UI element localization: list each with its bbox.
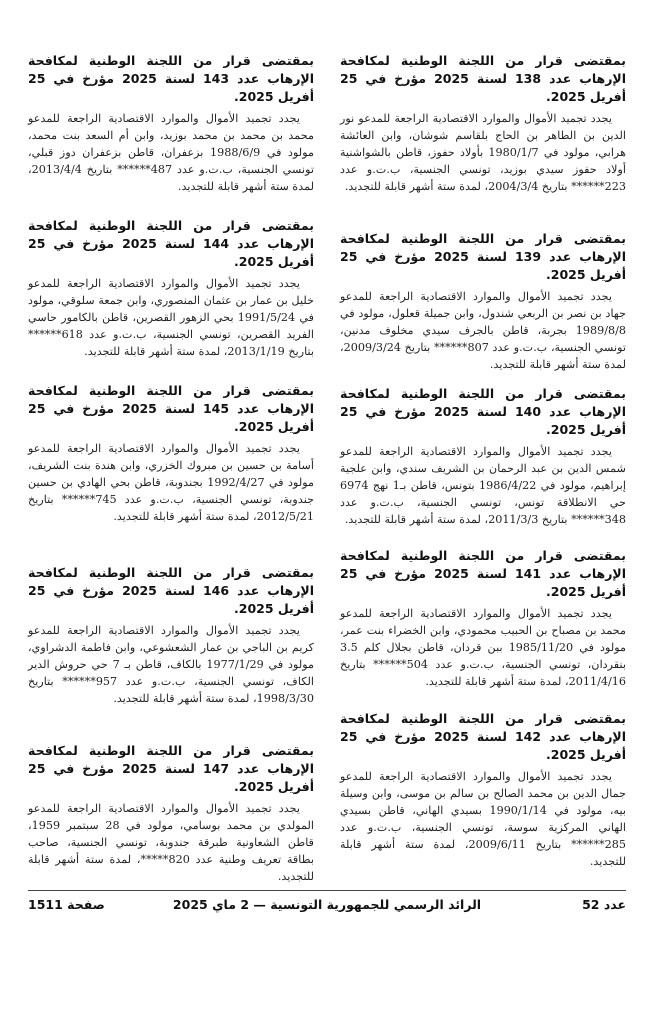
page-footer	[28, 897, 626, 919]
decision-body: يجدد تجميد الأموال والموارد الاقتصادية الراجعة للمدعو أسامة بن حسين بن مبروك الخزري، وابن هندة بنت الشريف، مولود في 1992/4/27 بجندوبة، قاطن بحي الهادي بن حسين جندوبة، تونسي الجنسية، ب.ت.و عدد 745****** بتاريخ 2012/5/21، لمدة ستة أشهر قابلة للتجديد.	[28, 442, 314, 523]
decision-body: يجدد تجميد الأموال والموارد الاقتصادية الراجعة للمدعو نور الدين بن الطاهر بن الحاج بلقاسم شوشان، وابن العائشة هرابي، مولود في 1980/1/7 بأولاد حفوز، قاطن بالشواشنية أولاد حفوز سيدي بوزيد، تونسي الجنسية، ب.ت.و عدد 223****** بتاريخ 2004/3/4، لمدة ستة أشهر قابلة للتجديد.	[340, 112, 627, 193]
decision-entry	[340, 52, 626, 195]
decision-body: يجدد تجميد الأموال والموارد الاقتصادية الراجعة للمدعو محمد بن محمد بن محمد بوزيد، وابن أم السعد بنت محمد، مولود في 1988/6/9 بزعفران، قاطن بزعفران دوز قبلي، تونسي الجنسية، ب.ت.و عدد 487****** بتاريخ 2013/4/4، لمدة ستة أشهر قابلة للتجديد.	[28, 112, 314, 193]
decision-heading: بمقتضى قرار من اللجنة الوطنية لمكافحة الإرهاب عدد 147 لسنة 2025 مؤرخ في 25 أفريل 2025.	[28, 743, 314, 794]
decision-body: يجدد تجميد الأموال والموارد الاقتصادية الراجعة للمدعو شمس الدين بن عبد الرحمان بن الشريف سندي، وابن علجية إبراهيم، مولود في 1986/4/22 بتونس، قاطن بـ1 نهج 6974 حي الانطلاقة تونس، تونسي الجنسية، ب.ت.و عدد 348****** بتاريخ 2011/3/3، لمدة ستة أشهر قابلة للتجديد.	[340, 445, 627, 526]
decision-heading: بمقتضى قرار من اللجنة الوطنية لمكافحة الإرهاب عدد 144 لسنة 2025 مؤرخ في 25 أفريل 2025.	[28, 218, 314, 269]
decision-entry	[340, 230, 626, 373]
decision-heading: بمقتضى قرار من اللجنة الوطنية لمكافحة الإرهاب عدد 145 لسنة 2025 مؤرخ في 25 أفريل 2025.	[28, 383, 314, 434]
decision-heading: بمقتضى قرار من اللجنة الوطنية لمكافحة الإرهاب عدد 138 لسنة 2025 مؤرخ في 25 أفريل 2025.	[340, 53, 626, 104]
decision-entry	[340, 710, 626, 870]
decision-body: يجدد تجميد الأموال والموارد الاقتصادية الراجعة للمدعو جمال الدين بن محمد الصالح بن سالم بن موسى، وابن وسيلة بيه، مولود في 1990/1/14 بسيدي الهاني، قاطن بسيدي الهاني المركزية سوسة، تونسي الجنسية، ب.ت.و عدد 285****** بتاريخ 2009/6/11، لمدة ستة أشهر قابلة للتجديد.	[340, 770, 627, 868]
decision-body: يجدد تجميد الأموال والموارد الاقتصادية الراجعة للمدعو خليل بن عمار بن عثمان المنصوري، وابن جمعة سلوقي، مولود في 1991/5/24 بحي الزهور القصرين، قاطن بالكامور حاسي الفريد القصرين، تونسي الجنسية، ب.ت.و عدد 618****** بتاريخ 2013/1/19، لمدة ستة أشهر قابلة للتجديد.	[28, 277, 315, 358]
decision-body: يجدد تجميد الأموال والموارد الاقتصادية الراجعة للمدعو محمد بن مصباح بن الحبيب محمودي، وابن الخضراء بنت عمر، مولود في 1985/11/20 ببن قردان، قاطن بجلال كلم 3.5 بنقردان، تونسي الجنسية، ب.ت.و عدد 504****** بتاريخ 2011/4/16، لمدة ستة أشهر قابلة للتجديد.	[340, 607, 627, 688]
decision-heading: بمقتضى قرار من اللجنة الوطنية لمكافحة الإرهاب عدد 143 لسنة 2025 مؤرخ في 25 أفريل 2025.	[28, 53, 314, 104]
issue-number: عدد 52	[582, 897, 626, 912]
decision-heading: بمقتضى قرار من اللجنة الوطنية لمكافحة الإرهاب عدد 146 لسنة 2025 مؤرخ في 25 أفريل 2025.	[28, 565, 314, 616]
decision-entry	[28, 52, 314, 195]
decision-body: يجدد تجميد الأموال والموارد الاقتصادية الراجعة للمدعو المولدي بن محمد بوسامي، مولود في 28 سبتمبر 1959، قاطن الشعاونية طبرقة جندوبة، تونسي الجنسية، صاحب بطاقة تعريف وطنية عدد 820*****، لمدة ستة أشهر قابلة للتجديد.	[28, 802, 314, 883]
decision-entry	[28, 742, 314, 885]
journal-title: الرائد الرسمي للجمهورية التونسية — 2 ماي 2025	[172, 897, 482, 912]
footer-divider	[28, 890, 626, 891]
decision-entry	[340, 385, 626, 528]
decision-heading: بمقتضى قرار من اللجنة الوطنية لمكافحة الإرهاب عدد 141 لسنة 2025 مؤرخ في 25 أفريل 2025.	[340, 548, 626, 599]
decision-heading: بمقتضى قرار من اللجنة الوطنية لمكافحة الإرهاب عدد 142 لسنة 2025 مؤرخ في 25 أفريل 2025.	[340, 711, 626, 762]
decision-entry	[28, 564, 314, 707]
decision-heading: بمقتضى قرار من اللجنة الوطنية لمكافحة الإرهاب عدد 140 لسنة 2025 مؤرخ في 25 أفريل 2025.	[340, 386, 626, 437]
decision-entry	[28, 217, 314, 360]
decision-entry	[28, 382, 314, 525]
decision-heading: بمقتضى قرار من اللجنة الوطنية لمكافحة الإرهاب عدد 139 لسنة 2025 مؤرخ في 25 أفريل 2025.	[340, 231, 626, 282]
decision-entry	[340, 547, 626, 690]
decision-body: يجدد تجميد الأموال والموارد الاقتصادية الراجعة للمدعو جهاد بن نصر بن الربعي شندول، وابن جميلة قعلول، مولود في 1989/8/8 بجربة، قاطن بالجرف سيدي مخلوف مدنين، تونسي الجنسية، ب.ت.و عدد 807****** بتاريخ 2009/3/24، لمدة ستة أشهر قابلة للتجديد.	[340, 290, 626, 371]
decision-body: يجدد تجميد الأموال والموارد الاقتصادية الراجعة للمدعو كريم بن الباجي بن عمار الشعشوعي، وابن فاطمة الدشراوي، مولود في 1977/1/29 بالكاف، قاطن بـ 7 حي حروش الدير الكاف، تونسي الجنسية، ب.ت.و عدد 957****** بتاريخ 1998/3/30، لمدة ستة أشهر قابلة للتجديد.	[28, 624, 315, 705]
page-number: صفحة 1511	[28, 897, 105, 912]
